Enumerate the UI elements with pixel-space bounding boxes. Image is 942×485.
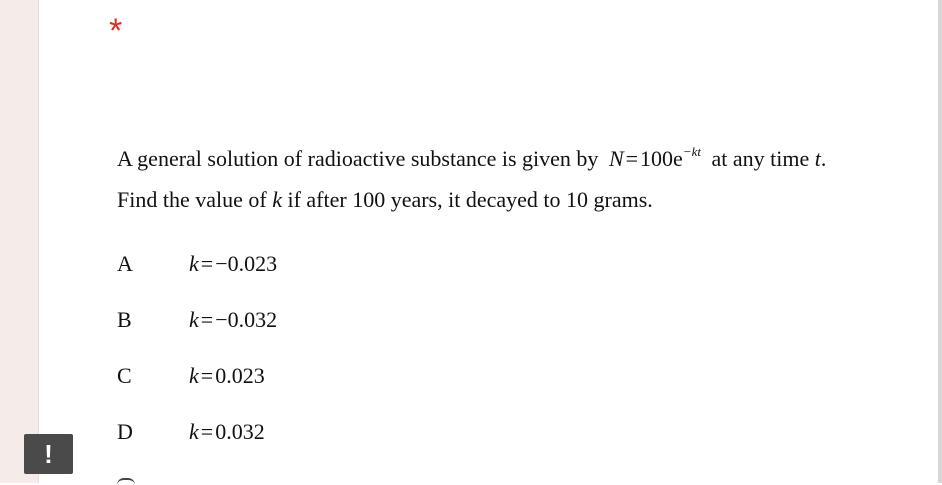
option-expression-d <box>189 412 265 452</box>
variable-t: t <box>814 146 821 171</box>
option-b[interactable] <box>117 300 417 356</box>
question-line-2-tail: if after 100 years, it decayed to 10 grams. <box>287 187 653 212</box>
option-value: 0.032 <box>215 419 265 444</box>
option-var: k <box>189 363 199 388</box>
formula-equals: = <box>625 146 639 171</box>
question-line-1 <box>117 138 917 179</box>
option-equals: = <box>200 363 214 388</box>
option-letter-c: C <box>117 363 132 388</box>
question-line-1-tail: at any time <box>711 146 810 171</box>
question-line-2-text: Find the value of <box>117 187 267 212</box>
question-period: . <box>820 146 827 171</box>
option-var: k <box>189 307 199 332</box>
option-letter-d: D <box>117 419 133 444</box>
option-expression-b <box>189 300 277 340</box>
option-expression-c <box>189 356 265 396</box>
formula-base: 100e <box>640 146 683 171</box>
answer-options <box>117 244 417 468</box>
option-c[interactable] <box>117 356 417 412</box>
variable-k: k <box>272 187 282 212</box>
option-letter-a: A <box>117 251 133 276</box>
option-equals: = <box>200 251 214 276</box>
option-var: k <box>189 251 199 276</box>
question-line-2 <box>117 179 917 220</box>
clipped-next-item <box>117 478 135 485</box>
option-equals: = <box>200 419 214 444</box>
decay-formula <box>609 146 701 171</box>
option-value: 0.023 <box>215 363 265 388</box>
question-line-1-text: A general solution of radioactive substance is given by <box>117 146 599 171</box>
alert-icon[interactable]: ! <box>24 434 73 474</box>
formula-variable-n: N <box>608 146 624 171</box>
margin-divider <box>38 0 39 483</box>
option-var: k <box>189 419 199 444</box>
option-value: −0.023 <box>215 251 278 276</box>
option-value: −0.032 <box>215 307 278 332</box>
option-letter-b: B <box>117 307 132 332</box>
question-text <box>117 138 917 220</box>
option-expression-a <box>189 244 277 284</box>
left-margin-band <box>0 0 38 483</box>
formula-exponent: −kt <box>682 144 701 159</box>
option-a[interactable] <box>117 244 417 300</box>
option-d[interactable] <box>117 412 417 468</box>
option-equals: = <box>200 307 214 332</box>
right-edge-border <box>938 0 942 483</box>
required-asterisk: * <box>109 12 123 50</box>
